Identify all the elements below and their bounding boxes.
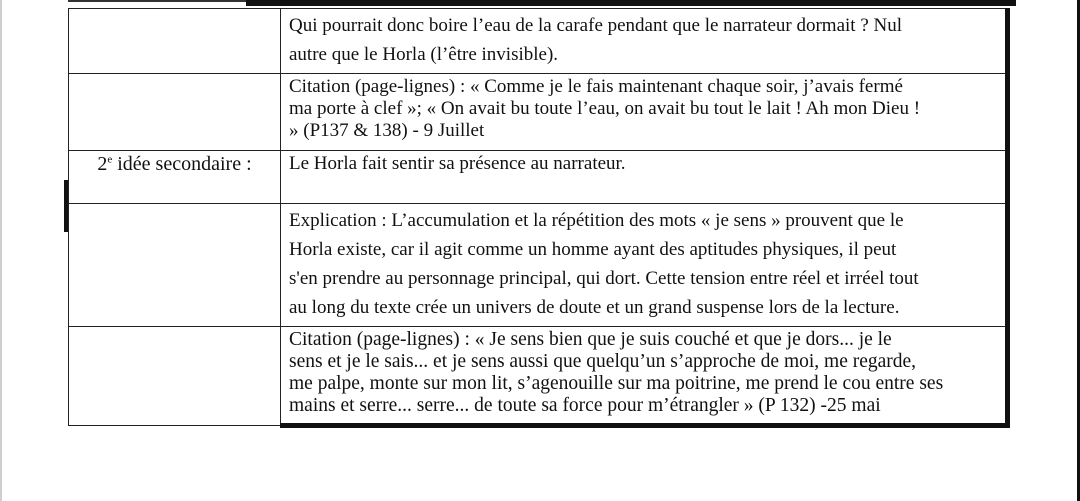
- table-top-border: [0, 0, 1080, 6]
- text-line: sens et je le sais... et je sens aussi que quelqu’un s’approche de moi, me regarde,: [289, 351, 917, 372]
- table-row: [69, 327, 1008, 426]
- citation-cell: [281, 74, 1008, 151]
- text-line: Citation (page-lignes) : « Je sens bien que je suis couché et que je dors... je le: [289, 329, 892, 350]
- text-line: me palpe, monte sur mon lit, s’agenouille sur ma poitrine, me prend le cou entre ses: [289, 373, 944, 394]
- text-line: Horla existe, car il agit comme un homme ayant des aptitudes physiques, il peut: [289, 239, 897, 260]
- page-edge-left: [0, 0, 2, 501]
- citation-cell: [281, 327, 1008, 426]
- table-row: [69, 151, 1008, 204]
- text-line: autre que le Horla (l’être invisible).: [289, 44, 559, 65]
- text-line: ma porte à clef »; « On avait bu toute l’eau, on avait bu tout le lait ! Ah mon Dieu !: [289, 98, 921, 119]
- analysis-table: [68, 8, 1010, 428]
- row-content-cell: [281, 9, 1008, 74]
- text-line: » (P137 & 138) - 9 Juillet: [289, 120, 485, 141]
- text-line: Citation (page-lignes) : « Comme je le fais maintenant chaque soir, j’avais fermé: [289, 76, 903, 97]
- text-line: Explication : L’accumulation et la répétition des mots « je sens » prouvent que le: [289, 210, 904, 231]
- table-row: [69, 74, 1008, 151]
- text-line: au long du texte crée un univers de doute et un grand suspense lors de la lecture.: [289, 297, 900, 318]
- text-line: mains et serre... serre... de toute sa force pour m’étrangler » (P 132) -25 mai: [289, 395, 881, 416]
- text-line: s'en prendre au personnage principal, qui dort. Cette tension entre réel et irréel tout: [289, 268, 919, 289]
- row-label-cell: [69, 327, 281, 426]
- row-label-cell: [69, 204, 281, 327]
- table-row: [69, 9, 1008, 74]
- secondary-idea-label: 2e idée secondaire :: [69, 151, 281, 204]
- explanation-cell: [281, 204, 1008, 327]
- table-row: [69, 204, 1008, 327]
- row-label-cell: [69, 74, 281, 151]
- text-line: Qui pourrait donc boire l’eau de la carafe pendant que le narrateur dormait ? Nul: [289, 15, 903, 36]
- text-line: Le Horla fait sentir sa présence au narrateur.: [289, 153, 626, 174]
- row-label-cell: [69, 9, 281, 74]
- secondary-idea-cell: [281, 151, 1008, 204]
